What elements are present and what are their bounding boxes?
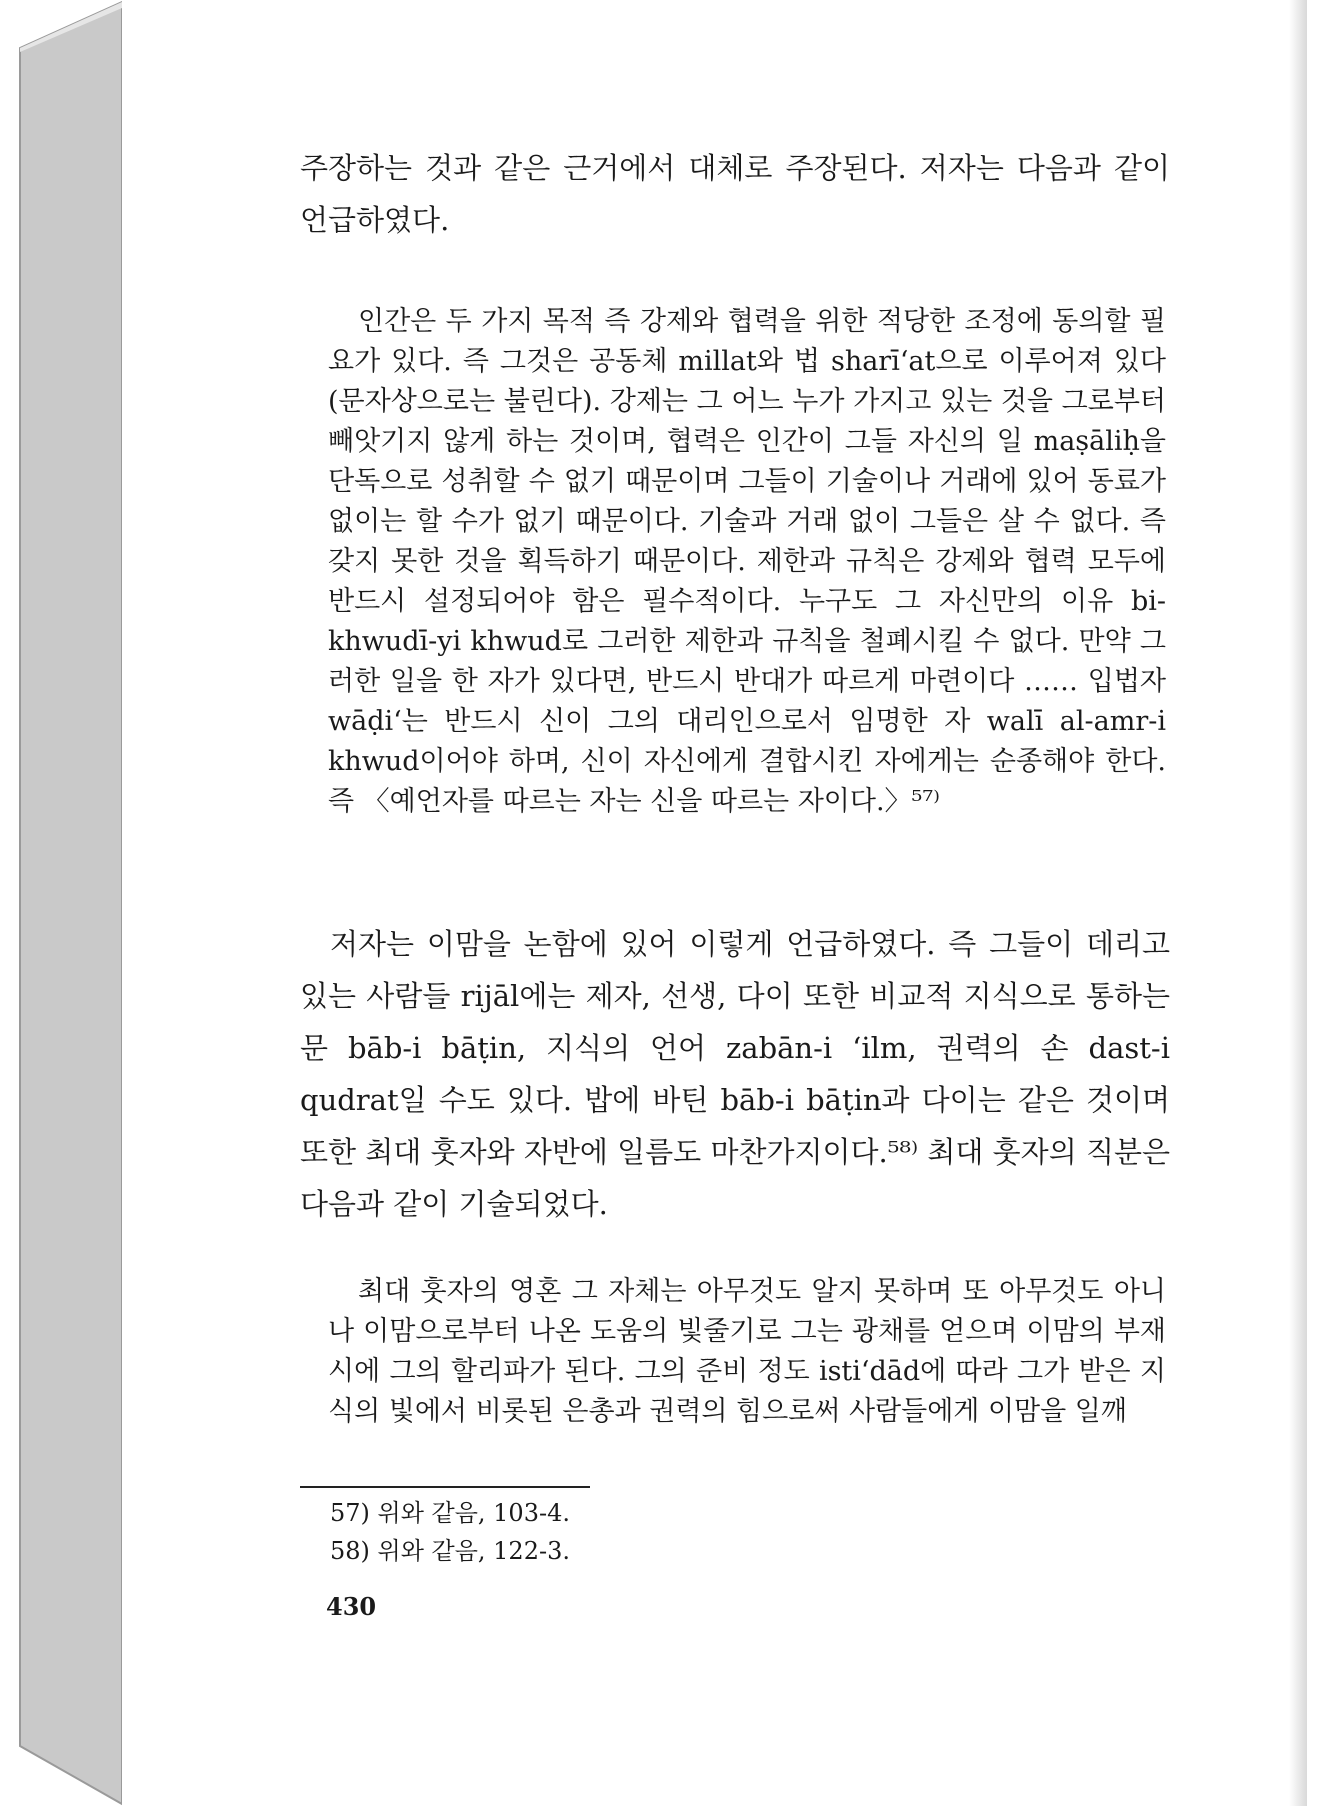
page-edge — [1289, 0, 1307, 1806]
block-quote-1: 인간은 두 가지 목적 즉 강제와 협력을 위한 적당한 조정에 동의할 필요가 있다. 즉 그것은 공동체 millat와 법 sharī‘at으로 이루어져 있다(문자상으로는 불린다). 강제는 그 어느 누가 가지고 있는 것을 그로부터 빼앗기지 않게 하는 것이며, 협력은 인간이 그들 자신의 일 maṣāliḥ을 단독으로 성취할 수 없기 때문이며 그들이 기술이나 거래에 있어 동료가 없이는 할 수가 없기 때문이다. 기술과 거래 없이 그들은 살 수 없다. 즉 갖지 못한 것을 획득하기 때문이다. 제한과 규칙은 강제와 협력 모두에 반드시 설정되어야 함은 필수적이다. 누구도 그 자신만의 이유 bi-khwudī-yi khwud로 그러한 제한과 규칙을 철폐시킬 수 없다. 만약 그러한 일을 한 자가 있다면, 반드시 반대가 따르게 마련이다 …… 입법자 wāḍi‘는 반드시 신이 그의 대리인으로서 임명한 자 walī al-amr-i khwud이어야 하며, 신이 자신에게 결합시킨 자에게는 순종해야 한다. 즉 〈예언자를 따르는 자는 신을 따르는 자이다.〉⁵⁷⁾ — [328, 306, 1166, 817]
footnote-divider — [300, 1486, 590, 1488]
paragraph-text: 저자는 이맘을 논함에 있어 이렇게 언급하였다. 즉 그들이 데리고 있는 사람들 rijāl에는 제자, 선생, 다이 또한 비교적 지식으로 통하는 문 bāb-i bāṭin, 지식의 언어 zabān-i ‘ilm, 권력의 손 dast-i qudrat일 수도 있다. 밥에 바틴 bāb-i bāṭin과 다이는 같은 것이며 또한 최대 훗자와 자반에 일름도 마찬가지이다.⁵⁸⁾ 최대 훗자의 직분은 다음과 같이 기술되었다. — [300, 927, 1170, 1221]
paragraph-text: 주장하는 것과 같은 근거에서 대체로 주장된다. 저자는 다음과 같이 언급하였다. — [300, 151, 1170, 237]
footnote-58: 58) 위와 같음, 122-3. — [330, 1537, 570, 1565]
book-page — [122, 0, 1307, 1806]
footnote-57: 57) 위와 같음, 103-4. — [330, 1499, 570, 1527]
page-number: 430 — [326, 1592, 377, 1621]
paragraph-2 — [300, 918, 1170, 1230]
paragraph-1 — [300, 142, 1170, 246]
block-quote-2: 최대 훗자의 영혼 그 자체는 아무것도 알지 못하며 또 아무것도 아니나 이맘으로부터 나온 도움의 빛줄기로 그는 광채를 얻으며 이맘의 부재시에 그의 할리파가 된다. 그의 준비 정도 isti‘dād에 따라 그가 받은 지식의 빛에서 비롯된 은총과 권력의 힘으로써 사람들에게 이맘을 일깨 — [328, 1276, 1166, 1427]
